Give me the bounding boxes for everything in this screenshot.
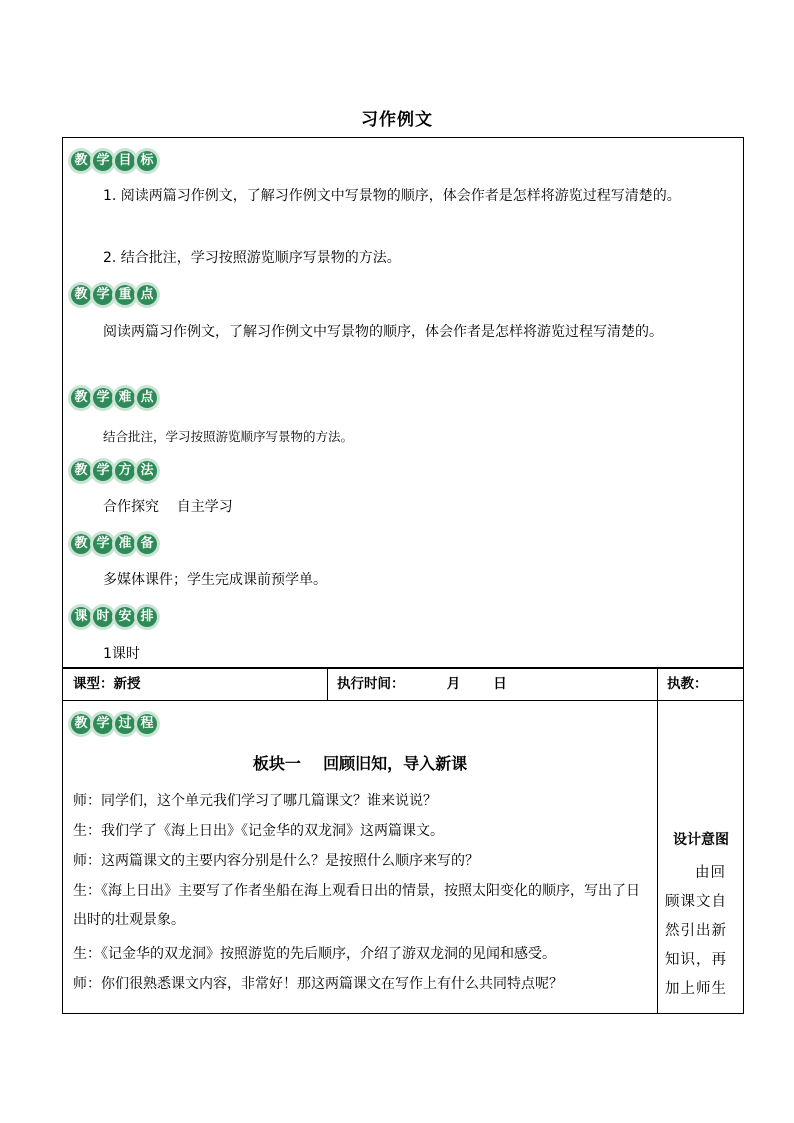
dialogue-line: 师：你们很熟悉课文内容，非常好！那这两篇课文在写作上有什么共同特点呢？ <box>73 976 563 992</box>
lesson-type-cell: 课型：新授 <box>73 676 141 692</box>
exec-time-cell: 执行时间： 月 日 <box>337 676 507 692</box>
heading-char: 点 <box>137 285 157 305</box>
design-intent-heading: 设计意图 <box>673 832 729 848</box>
section-title: 板块一 回顾旧知，导入新课 <box>252 754 468 773</box>
document-title: 习作例文 <box>361 110 433 130</box>
dialogue-line: 师：这两篇课文的主要内容分别是什么？是按照什么顺序来写的？ <box>73 853 479 869</box>
heading-char: 重 <box>115 285 135 305</box>
schedule-heading <box>71 603 159 630</box>
heading-char: 程 <box>137 714 157 734</box>
teaching-process-box <box>62 700 744 1014</box>
goal-item-1: 1. 阅读两篇习作例文，了解习作例文中写景物的顺序，体会作者是怎样将游览过程写清楚的。 <box>103 188 681 204</box>
heading-char: 备 <box>137 534 157 554</box>
goals-heading <box>71 147 159 174</box>
heading-char: 教 <box>71 285 91 305</box>
lesson-info-row <box>62 668 744 701</box>
heading-char: 学 <box>93 388 113 408</box>
heading-char: 学 <box>93 534 113 554</box>
heading-char: 教 <box>71 534 91 554</box>
goal-item-2: 2. 结合批注，学习按照游览顺序写景物的方法。 <box>103 250 401 266</box>
dialogue-line: 生：《海上日出》主要写了作者坐船在海上观看日出的情景，按照太阳变化的顺序，写出了日出时的壮观景象。 <box>73 883 640 928</box>
heading-char: 教 <box>71 714 91 734</box>
lesson-overview-box <box>62 137 744 668</box>
heading-char: 学 <box>93 285 113 305</box>
heading-char: 排 <box>137 607 157 627</box>
preparation-text: 多媒体课件；学生完成课前预学单。 <box>103 572 327 588</box>
schedule-text: 1课时 <box>103 646 140 662</box>
key-points-heading <box>71 281 159 308</box>
heading-char: 难 <box>115 388 135 408</box>
heading-char: 时 <box>93 607 113 627</box>
dialogue-line: 生：《记金华的双龙洞》按照游览的先后顺序，介绍了游双龙洞的见闻和感受。 <box>73 946 556 962</box>
heading-char: 过 <box>115 714 135 734</box>
preparation-heading <box>71 530 159 557</box>
difficulties-heading <box>71 384 159 411</box>
heading-char: 安 <box>115 607 135 627</box>
design-intent-text: 由回顾课文自然引出新知识，再加上师生 <box>665 865 727 997</box>
heading-char: 学 <box>93 151 113 171</box>
process-heading <box>71 710 159 737</box>
heading-char: 教 <box>71 151 91 171</box>
methods-text: 合作探究 自主学习 <box>103 499 233 515</box>
heading-char: 教 <box>71 388 91 408</box>
dialogue-line: 生：我们学了《海上日出》《记金华的双龙洞》这两篇课文。 <box>73 823 444 839</box>
heading-char: 标 <box>137 151 157 171</box>
heading-char: 准 <box>115 534 135 554</box>
heading-char: 点 <box>137 388 157 408</box>
heading-char: 教 <box>71 461 91 481</box>
teacher-cell: 执教： <box>667 676 708 692</box>
heading-char: 学 <box>93 461 113 481</box>
difficulties-text: 结合批注，学习按照游览顺序写景物的方法。 <box>103 429 354 444</box>
heading-char: 方 <box>115 461 135 481</box>
key-points-text: 阅读两篇习作例文，了解习作例文中写景物的顺序，体会作者是怎样将游览过程写清楚的。 <box>103 324 663 340</box>
heading-char: 目 <box>115 151 135 171</box>
dialogue-line: 师：同学们，这个单元我们学习了哪几篇课文？谁来说说？ <box>73 793 437 809</box>
heading-char: 法 <box>137 461 157 481</box>
heading-char: 课 <box>71 607 91 627</box>
heading-char: 学 <box>93 714 113 734</box>
column-divider <box>657 701 658 1013</box>
methods-heading <box>71 457 159 484</box>
